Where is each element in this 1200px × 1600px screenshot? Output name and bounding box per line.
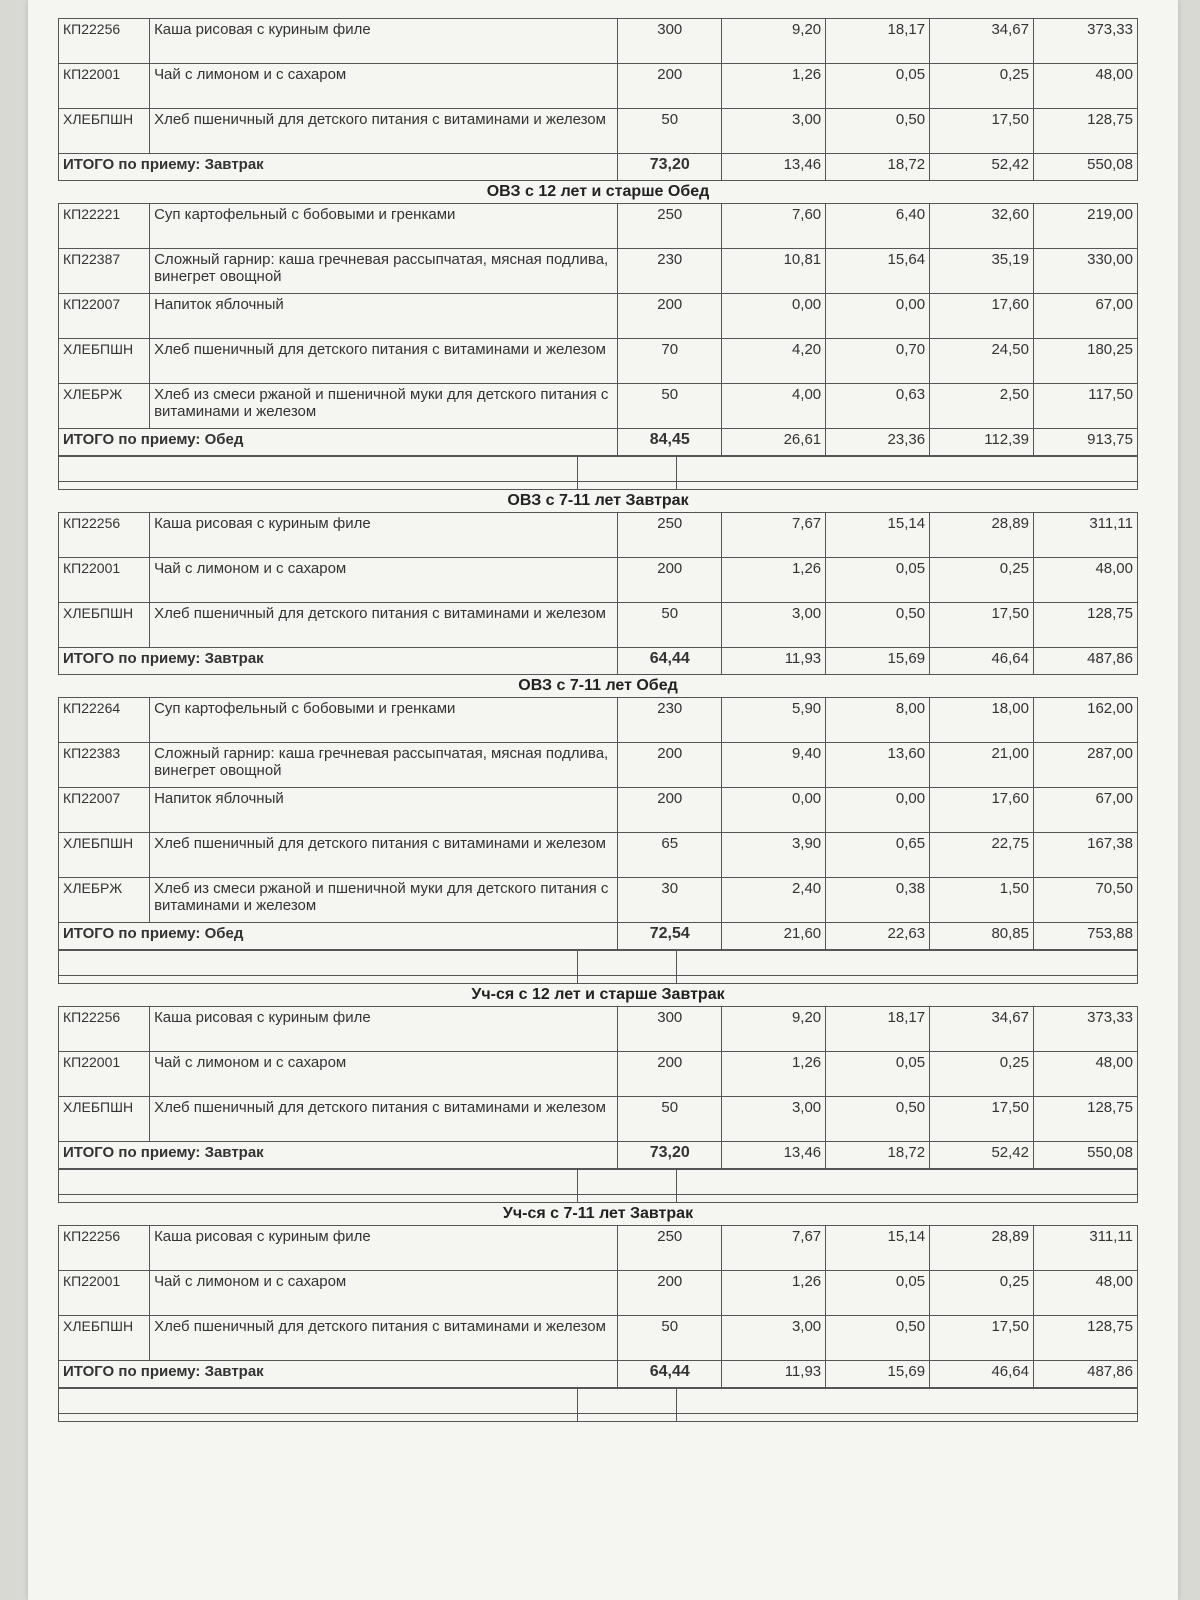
blank-cell (59, 1389, 578, 1414)
total-label: ИТОГО по приему: Обед (59, 923, 618, 950)
blank-cell (677, 951, 1138, 976)
dish-weight: 200 (618, 1052, 722, 1097)
value-cell: 373,33 (1033, 1007, 1137, 1052)
value-cell: 22,75 (930, 833, 1034, 878)
total-row (59, 154, 1138, 181)
dish-name: Хлеб пшеничный для детского питания с витаминами и железом (150, 1316, 618, 1361)
blank-cell (578, 1414, 677, 1422)
total-value: 753,88 (1033, 923, 1137, 950)
value-cell: 0,50 (826, 603, 930, 648)
value-cell: 17,50 (930, 603, 1034, 648)
dish-weight: 200 (618, 294, 722, 339)
dish-code: КП22256 (59, 513, 150, 558)
section-title: Уч-ся с 12 лет и старше Завтрак (471, 986, 725, 1003)
value-cell: 28,89 (930, 513, 1034, 558)
value-cell: 373,33 (1033, 19, 1137, 64)
value-cell: 17,50 (930, 109, 1034, 154)
blank-cell (59, 951, 578, 976)
value-cell: 32,60 (930, 204, 1034, 249)
value-cell: 0,63 (826, 384, 930, 429)
dish-name: Каша рисовая с куриным филе (150, 513, 618, 558)
value-cell: 21,00 (930, 743, 1034, 788)
value-cell: 0,25 (930, 1052, 1034, 1097)
total-value: 112,39 (930, 429, 1034, 456)
blank-cell (677, 1195, 1138, 1203)
value-cell: 1,26 (722, 64, 826, 109)
total-label: ИТОГО по приему: Завтрак (59, 1361, 618, 1388)
dish-weight: 200 (618, 1271, 722, 1316)
total-sum: 64,44 (618, 1361, 722, 1388)
value-cell: 3,00 (722, 603, 826, 648)
dish-weight: 200 (618, 743, 722, 788)
dish-name: Чай с лимоном и с сахаром (150, 1271, 618, 1316)
total-sum: 73,20 (618, 1142, 722, 1169)
value-cell: 0,25 (930, 64, 1034, 109)
value-cell: 15,14 (826, 513, 930, 558)
table-row (59, 19, 1138, 64)
blank-cell (578, 482, 677, 490)
table-row (59, 249, 1138, 294)
value-cell: 0,25 (930, 558, 1034, 603)
value-cell: 1,26 (722, 558, 826, 603)
blank-rows (58, 1388, 1138, 1422)
blank-rows (58, 456, 1138, 490)
dish-name: Суп картофельный с бобовыми и гренками (150, 204, 618, 249)
total-sum: 64,44 (618, 648, 722, 675)
total-row (59, 923, 1138, 950)
total-value: 52,42 (930, 1142, 1034, 1169)
value-cell: 287,00 (1033, 743, 1137, 788)
menu-document (58, 18, 1138, 1422)
value-cell: 34,67 (930, 1007, 1034, 1052)
value-cell: 9,20 (722, 19, 826, 64)
value-cell: 0,38 (826, 878, 930, 923)
value-cell: 117,50 (1033, 384, 1137, 429)
menu-table (58, 1225, 1138, 1388)
total-value: 52,42 (930, 154, 1034, 181)
table-row (59, 109, 1138, 154)
table-row (59, 878, 1138, 923)
value-cell: 0,00 (826, 788, 930, 833)
table-row (59, 1097, 1138, 1142)
value-cell: 4,20 (722, 339, 826, 384)
dish-name: Чай с лимоном и с сахаром (150, 1052, 618, 1097)
blank-cell (578, 1389, 677, 1414)
dish-name: Чай с лимоном и с сахаром (150, 558, 618, 603)
value-cell: 34,67 (930, 19, 1034, 64)
value-cell: 7,60 (722, 204, 826, 249)
total-value: 550,08 (1033, 1142, 1137, 1169)
total-value: 550,08 (1033, 154, 1137, 181)
menu-section (58, 18, 1138, 181)
dish-name: Хлеб из смеси ржаной и пшеничной муки для детского питания с витаминами и железом (150, 878, 618, 923)
table-row (59, 513, 1138, 558)
value-cell: 311,11 (1033, 513, 1137, 558)
value-cell: 330,00 (1033, 249, 1137, 294)
table-row (59, 294, 1138, 339)
value-cell: 48,00 (1033, 1271, 1137, 1316)
blank-cell (59, 482, 578, 490)
dish-weight: 50 (618, 109, 722, 154)
value-cell: 128,75 (1033, 603, 1137, 648)
dish-code: ХЛЕБРЖ (59, 878, 150, 923)
value-cell: 128,75 (1033, 1097, 1137, 1142)
total-value: 18,72 (826, 1142, 930, 1169)
menu-section (58, 984, 1138, 1203)
dish-name: Хлеб пшеничный для детского питания с витаминами и железом (150, 833, 618, 878)
dish-name: Каша рисовая с куриным филе (150, 1007, 618, 1052)
value-cell: 0,05 (826, 558, 930, 603)
dish-weight: 50 (618, 1316, 722, 1361)
table-row (59, 743, 1138, 788)
dish-weight: 200 (618, 64, 722, 109)
section-title: ОВЗ с 7-11 лет Обед (518, 677, 678, 694)
blank-cell (578, 976, 677, 984)
total-value: 913,75 (1033, 429, 1137, 456)
value-cell: 3,00 (722, 109, 826, 154)
value-cell: 180,25 (1033, 339, 1137, 384)
table-row (59, 1271, 1138, 1316)
value-cell: 13,60 (826, 743, 930, 788)
table-row (59, 1007, 1138, 1052)
blank-cell (677, 976, 1138, 984)
menu-table (58, 512, 1138, 675)
dish-name: Хлеб пшеничный для детского питания с витаминами и железом (150, 339, 618, 384)
value-cell: 35,19 (930, 249, 1034, 294)
blank-cell (59, 976, 578, 984)
total-value: 13,46 (722, 154, 826, 181)
dish-weight: 250 (618, 204, 722, 249)
dish-weight: 70 (618, 339, 722, 384)
dish-name: Сложный гарнир: каша гречневая рассыпчатая, мясная подлива, винегрет овощной (150, 249, 618, 294)
dish-code: КП22001 (59, 64, 150, 109)
dish-weight: 250 (618, 1226, 722, 1271)
value-cell: 15,14 (826, 1226, 930, 1271)
value-cell: 0,25 (930, 1271, 1034, 1316)
value-cell: 128,75 (1033, 1316, 1137, 1361)
value-cell: 311,11 (1033, 1226, 1137, 1271)
paper-sheet (28, 0, 1178, 1600)
value-cell: 24,50 (930, 339, 1034, 384)
menu-section (58, 490, 1138, 675)
dish-code: КП22387 (59, 249, 150, 294)
total-sum: 72,54 (618, 923, 722, 950)
value-cell: 8,00 (826, 698, 930, 743)
dish-code: ХЛЕБРЖ (59, 384, 150, 429)
value-cell: 7,67 (722, 513, 826, 558)
menu-section (58, 675, 1138, 984)
value-cell: 17,50 (930, 1097, 1034, 1142)
dish-code: КП22264 (59, 698, 150, 743)
blank-cell (677, 482, 1138, 490)
value-cell: 2,50 (930, 384, 1034, 429)
value-cell: 4,00 (722, 384, 826, 429)
dish-code: ХЛЕБПШН (59, 833, 150, 878)
dish-code: ХЛЕБПШН (59, 603, 150, 648)
menu-table (58, 1006, 1138, 1169)
blank-cell (677, 1170, 1138, 1195)
value-cell: 0,50 (826, 1316, 930, 1361)
value-cell: 17,60 (930, 788, 1034, 833)
total-row (59, 429, 1138, 456)
value-cell: 3,00 (722, 1097, 826, 1142)
total-row (59, 1361, 1138, 1388)
total-value: 487,86 (1033, 1361, 1137, 1388)
dish-name: Хлеб из смеси ржаной и пшеничной муки для детского питания с витаминами и железом (150, 384, 618, 429)
value-cell: 48,00 (1033, 558, 1137, 603)
dish-name: Хлеб пшеничный для детского питания с витаминами и железом (150, 603, 618, 648)
value-cell: 6,40 (826, 204, 930, 249)
value-cell: 167,38 (1033, 833, 1137, 878)
dish-weight: 50 (618, 603, 722, 648)
value-cell: 2,40 (722, 878, 826, 923)
table-row (59, 384, 1138, 429)
dish-code: КП22256 (59, 1007, 150, 1052)
total-sum: 84,45 (618, 429, 722, 456)
dish-weight: 50 (618, 384, 722, 429)
table-row (59, 64, 1138, 109)
dish-weight: 300 (618, 1007, 722, 1052)
value-cell: 0,70 (826, 339, 930, 384)
blank-cell (59, 1414, 578, 1422)
blank-cell (578, 951, 677, 976)
table-row (59, 1052, 1138, 1097)
dish-name: Суп картофельный с бобовыми и гренками (150, 698, 618, 743)
total-value: 11,93 (722, 648, 826, 675)
dish-code: ХЛЕБПШН (59, 1097, 150, 1142)
blank-rows (58, 1169, 1138, 1203)
table-row (59, 833, 1138, 878)
value-cell: 0,00 (722, 788, 826, 833)
table-row (59, 1316, 1138, 1361)
dish-name: Напиток яблочный (150, 788, 618, 833)
value-cell: 7,67 (722, 1226, 826, 1271)
value-cell: 10,81 (722, 249, 826, 294)
value-cell: 5,90 (722, 698, 826, 743)
value-cell: 0,05 (826, 1052, 930, 1097)
total-value: 15,69 (826, 1361, 930, 1388)
value-cell: 18,17 (826, 1007, 930, 1052)
total-value: 487,86 (1033, 648, 1137, 675)
table-row (59, 698, 1138, 743)
total-value: 11,93 (722, 1361, 826, 1388)
total-row (59, 1142, 1138, 1169)
value-cell: 0,00 (826, 294, 930, 339)
menu-section (58, 1203, 1138, 1422)
value-cell: 3,90 (722, 833, 826, 878)
table-row (59, 788, 1138, 833)
total-row (59, 648, 1138, 675)
dish-code: КП22007 (59, 788, 150, 833)
blank-cell (59, 457, 578, 482)
total-value: 18,72 (826, 154, 930, 181)
dish-weight: 230 (618, 698, 722, 743)
total-value: 80,85 (930, 923, 1034, 950)
table-row (59, 339, 1138, 384)
blank-cell (578, 1170, 677, 1195)
dish-code: КП22221 (59, 204, 150, 249)
section-title: ОВЗ с 12 лет и старше Обед (486, 183, 710, 200)
total-sum: 73,20 (618, 154, 722, 181)
menu-section (58, 181, 1138, 490)
blank-cell (578, 457, 677, 482)
dish-code: КП22383 (59, 743, 150, 788)
total-label: ИТОГО по приему: Обед (59, 429, 618, 456)
dish-weight: 230 (618, 249, 722, 294)
dish-code: ХЛЕБПШН (59, 109, 150, 154)
dish-code: КП22001 (59, 1271, 150, 1316)
dish-code: КП22001 (59, 1052, 150, 1097)
value-cell: 162,00 (1033, 698, 1137, 743)
dish-weight: 30 (618, 878, 722, 923)
value-cell: 70,50 (1033, 878, 1137, 923)
blank-rows (58, 950, 1138, 984)
table-row (59, 1226, 1138, 1271)
table-row (59, 558, 1138, 603)
value-cell: 9,40 (722, 743, 826, 788)
dish-code: ХЛЕБПШН (59, 1316, 150, 1361)
value-cell: 0,65 (826, 833, 930, 878)
dish-code: КП22001 (59, 558, 150, 603)
dish-weight: 200 (618, 558, 722, 603)
value-cell: 0,00 (722, 294, 826, 339)
value-cell: 18,17 (826, 19, 930, 64)
dish-code: ХЛЕБПШН (59, 339, 150, 384)
value-cell: 17,50 (930, 1316, 1034, 1361)
dish-name: Напиток яблочный (150, 294, 618, 339)
value-cell: 0,50 (826, 1097, 930, 1142)
value-cell: 48,00 (1033, 1052, 1137, 1097)
value-cell: 15,64 (826, 249, 930, 294)
value-cell: 0,05 (826, 1271, 930, 1316)
dish-code: КП22256 (59, 1226, 150, 1271)
value-cell: 67,00 (1033, 788, 1137, 833)
dish-weight: 50 (618, 1097, 722, 1142)
value-cell: 1,50 (930, 878, 1034, 923)
menu-table (58, 697, 1138, 950)
total-value: 26,61 (722, 429, 826, 456)
total-value: 46,64 (930, 1361, 1034, 1388)
dish-name: Каша рисовая с куриным филе (150, 19, 618, 64)
dish-name: Сложный гарнир: каша гречневая рассыпчатая, мясная подлива, винегрет овощной (150, 743, 618, 788)
total-value: 15,69 (826, 648, 930, 675)
total-value: 22,63 (826, 923, 930, 950)
value-cell: 17,60 (930, 294, 1034, 339)
value-cell: 219,00 (1033, 204, 1137, 249)
value-cell: 0,50 (826, 109, 930, 154)
total-value: 13,46 (722, 1142, 826, 1169)
menu-table (58, 18, 1138, 181)
value-cell: 18,00 (930, 698, 1034, 743)
total-label: ИТОГО по приему: Завтрак (59, 648, 618, 675)
value-cell: 28,89 (930, 1226, 1034, 1271)
value-cell: 0,05 (826, 64, 930, 109)
blank-cell (59, 1170, 578, 1195)
dish-name: Чай с лимоном и с сахаром (150, 64, 618, 109)
section-title: ОВЗ с 7-11 лет Завтрак (507, 492, 689, 509)
dish-weight: 300 (618, 19, 722, 64)
value-cell: 1,26 (722, 1271, 826, 1316)
blank-cell (677, 1389, 1138, 1414)
blank-cell (677, 457, 1138, 482)
dish-weight: 200 (618, 788, 722, 833)
value-cell: 128,75 (1033, 109, 1137, 154)
dish-name: Хлеб пшеничный для детского питания с витаминами и железом (150, 1097, 618, 1142)
value-cell: 48,00 (1033, 64, 1137, 109)
table-row (59, 204, 1138, 249)
value-cell: 3,00 (722, 1316, 826, 1361)
dish-code: КП22256 (59, 19, 150, 64)
dish-weight: 65 (618, 833, 722, 878)
blank-cell (578, 1195, 677, 1203)
value-cell: 67,00 (1033, 294, 1137, 339)
dish-code: КП22007 (59, 294, 150, 339)
table-row (59, 603, 1138, 648)
blank-cell (677, 1414, 1138, 1422)
value-cell: 9,20 (722, 1007, 826, 1052)
total-value: 46,64 (930, 648, 1034, 675)
total-value: 23,36 (826, 429, 930, 456)
blank-cell (59, 1195, 578, 1203)
total-label: ИТОГО по приему: Завтрак (59, 1142, 618, 1169)
dish-name: Каша рисовая с куриным филе (150, 1226, 618, 1271)
total-value: 21,60 (722, 923, 826, 950)
dish-weight: 250 (618, 513, 722, 558)
dish-name: Хлеб пшеничный для детского питания с витаминами и железом (150, 109, 618, 154)
value-cell: 1,26 (722, 1052, 826, 1097)
section-title: Уч-ся с 7-11 лет Завтрак (502, 1205, 694, 1222)
menu-table (58, 203, 1138, 456)
total-label: ИТОГО по приему: Завтрак (59, 154, 618, 181)
